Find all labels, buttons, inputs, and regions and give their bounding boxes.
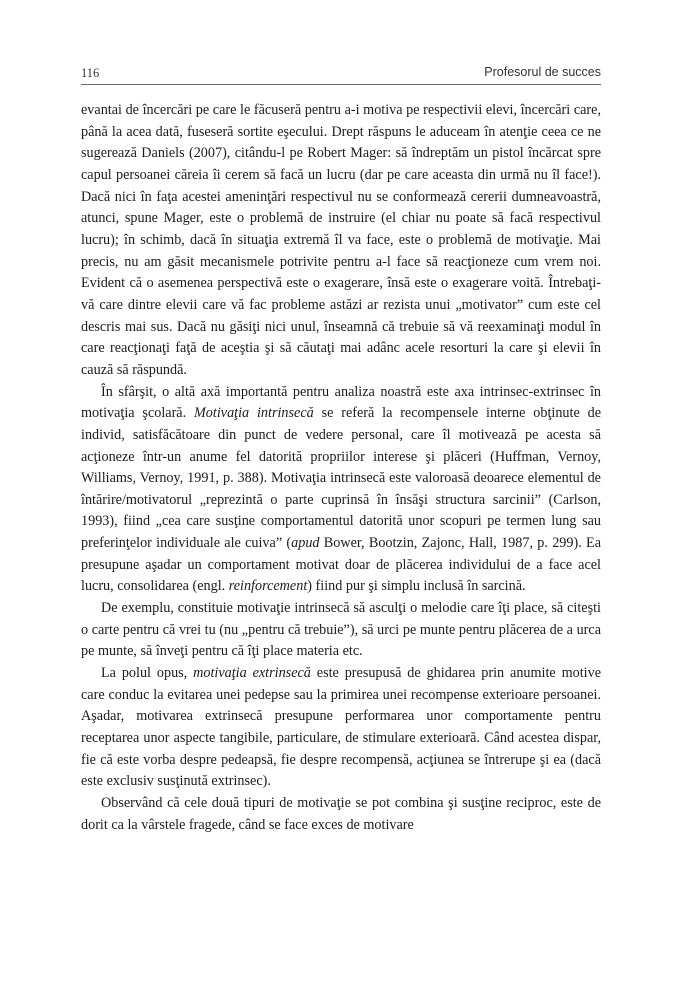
italic-term: motivaţia extrinsecă: [193, 665, 311, 682]
paragraph-4: [81, 663, 601, 793]
text-segment: La polul opus,: [101, 665, 194, 682]
page-number: 116: [81, 66, 100, 80]
paragraph-1: [81, 100, 601, 382]
text-segment: Bower, Bootzin, Zajonc, Hall, 1987, p. 299). Ea presupune aşadar un comportament motivat doar de plăcerea individului de a face acel lucru, consolidarea (engl.: [81, 535, 601, 595]
paragraph-5: [81, 793, 601, 836]
italic-term: Motivaţia intrinsecă: [193, 405, 314, 422]
text-segment: De exemplu, constituie motivaţie intrinsecă să asculţi o melodie care îţi place, să citeşti o carte pentru că vrei tu (nu „pentru că trebuie”), să urci pe munte pentru plăcerea de a urca pe munte, să înveţi pentru că îţi place materia etc.: [81, 600, 601, 660]
text-segment: este presupusă de ghidarea prin anumite motive care conduc la evitarea unei pedepse sau la primirea unei recompense exterioare persoanei. Aşadar, motivarea extrinsecă presupune performarea unor comportamente pentru receptarea unor aspecte tangibile, particulare, de stimulare exterioară. Când acestea dispar, fie că este vorba despre pedeapsă, fie despre recompensă, acţiunea se întrerupe şi ea (dacă este exclusiv susţinută extrinsec).: [81, 665, 601, 790]
italic-term: apud: [291, 535, 320, 552]
text-segment: ) fiind pur şi simplu inclusă în sarcină.: [307, 578, 526, 595]
page-header: [81, 64, 601, 84]
text-segment: În sfârşit, o altă axă importantă pentru analiza noastră este axa intrinsec-extrinsec în motivaţia şcolară.: [81, 383, 601, 422]
paragraph-3: [81, 598, 601, 663]
paragraph-2: [81, 382, 601, 599]
running-head: Profesorul de succes: [484, 65, 601, 79]
body-text: [81, 100, 601, 836]
text-segment: evantai de încercări pe care le făcuseră pentru a-i motiva pe respectivii elevi, încercări care, până la acea dată, fuseseră sortite eşecului. Drept răspuns le aduceam în atenţie ceea ce ne sugerează Daniels (2007), citându-l pe Robert Mager: să îndreptăm un pistol încărcat spre capul persoanei căreia îi cerem să facă un lucru (dar pe care aceasta din urmă nu îl face!). Dacă nici în faţa acestei ameninţări respectivul nu se conformează cererii dumneavoastră, atunci, spune Mager, este o problemă de instruire (el chiar nu poate să facă respectivul lucru); în schimb, dacă în situaţia extremă îl va face, este o problemă de motivaţie. Mai precis, nu am găsit mecanismele potrivite pentru a-l face să reacţioneze cum vrem noi. Evident că o asemenea perspectivă este o exagerare, însă este o exagerare voită. Întrebaţi-vă care dintre elevii care vă fac probleme astăzi ar rezista unui „motivator” cum este cel descris mai sus. Dacă nu găsiţi nici unul, înseamnă că trebuie să vă reexaminaţi modul în care reacţionaţi faţă de aceştia şi să căutaţi mai adânc acele resorturi la care şi elevii în cauză să răspundă.: [81, 102, 601, 378]
header-rule: [81, 84, 601, 85]
italic-term: reinforcement: [228, 578, 308, 595]
text-segment: se referă la recompensele interne obţinute de individ, satisfăcătoare din punct de vedere personal, care îl motivează pe acesta să acţioneze într-un anume fel datorită propriilor interese şi plăceri (Huffman, Vernoy, Williams, Vernoy, 1991, p. 388). Motivaţia intrinsecă este valoroasă deoarece elementul de întărire/motivatorul „reprezintă o parte cuprinsă în însăşi structura sarcinii” (Carlson, 1993), fiind „cea care susţine comportamentul datorită unor scopuri pe termen lung sau preferinţelor individuale ale cuiva” (: [81, 405, 601, 552]
text-segment: Observând că cele două tipuri de motivaţie se pot combina şi susţine reciproc, este de dorit ca la vârstele fragede, când se face exces de motivare: [81, 795, 601, 833]
